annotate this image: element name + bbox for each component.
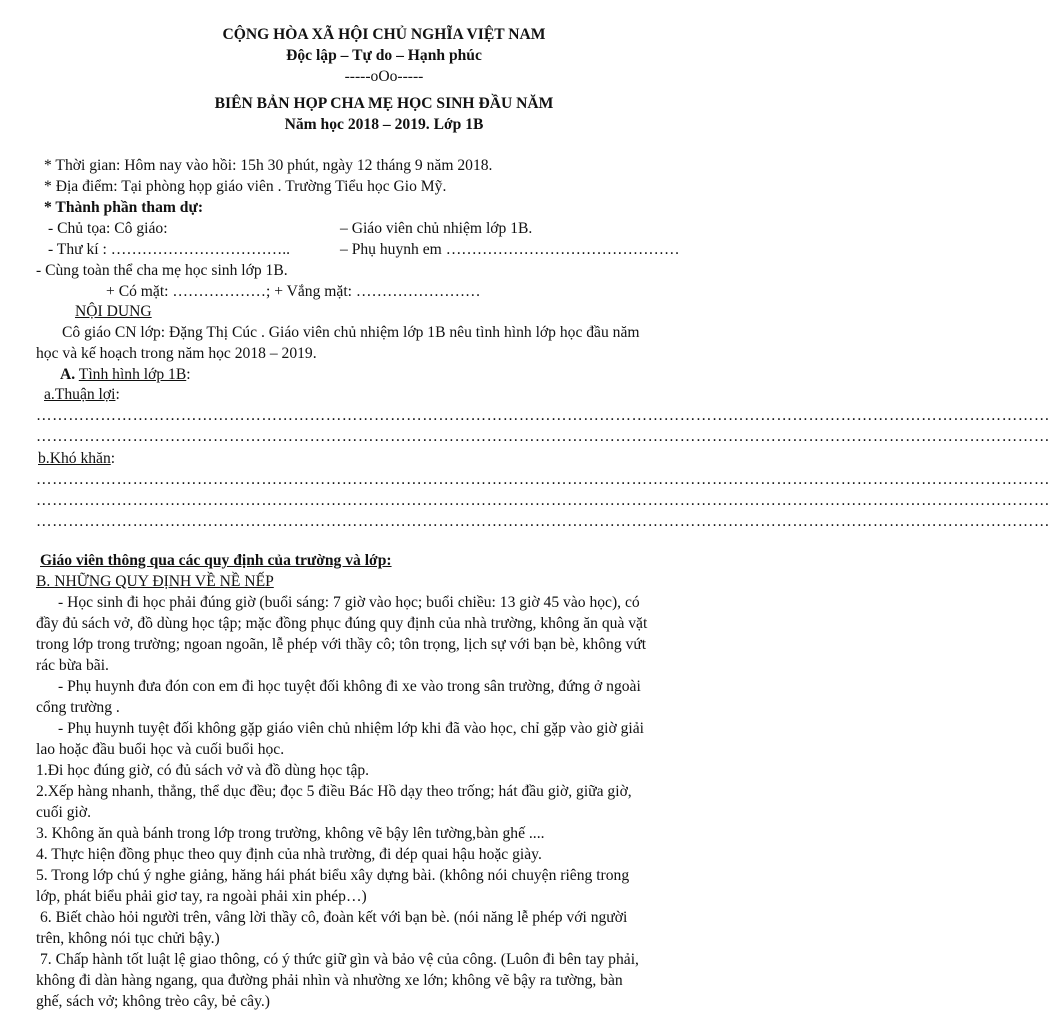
advantages-heading [44,384,120,405]
section-a-title: Tình hình lớp 1B [78,366,187,383]
chair-label: - Chủ tọa: Cô giáo: [48,220,168,237]
difficulties-colon: : [110,450,116,467]
rule-line: trên, không nói tục chửi bậy.) [36,930,220,947]
secretary-label: - Thư kí : …………………………….. [48,241,291,258]
national-title: CỘNG HÒA XÃ HỘI CHỦ NGHĨA VIỆT NAM [222,26,546,43]
national-motto: Độc lập – Tự do – Hạnh phúc [286,47,482,64]
meeting-time: * Thời gian: Hôm nay vào hồi: 15h 30 phút, ngày 12 tháng 9 năm 2018. [44,157,493,174]
rule-line: - Học sinh đi học phải đúng giờ (buổi sáng: 7 giờ vào học; buổi chiều: 13 giờ 45 vào học), có [58,594,640,611]
intro-line-1: Cô giáo CN lớp: Đặng Thị Cúc . Giáo viên chủ nhiệm lớp 1B nêu tình hình lớp học đầu năm [62,324,640,341]
rule-line: không đi dàn hàng ngang, qua đường phải nhìn và nhường xe lớn; không vẽ bậy ra tường, bàn [36,972,623,989]
rule-line: 7. Chấp hành tốt luật lệ giao thông, có ý thức giữ gìn và bảo vệ của công. (Luôn đi bên tay phải, [40,951,639,968]
difficulties-dotline-2: ……………………………………………………………………………………………………………………………………………………………………… [36,492,1050,509]
header-divider: -----oOo----- [344,68,424,85]
section-a-heading [60,364,191,385]
advantages-colon: : [115,386,120,403]
rules-intro: Giáo viên thông qua các quy định của trường và lớp: [40,552,392,569]
rule-line: ghế, sách vở; không trèo cây, bẻ cây.) [36,993,270,1010]
rule-line: 1.Đi học đúng giờ, có đủ sách vở và đồ dùng học tập. [36,762,370,779]
difficulties-dotline-3: ……………………………………………………………………………………………………………………………………………………………………… [36,513,1050,530]
members-label: * Thành phần tham dự: [44,199,204,216]
rule-line: lớp, phát biểu phải giơ tay, ra ngoài phải xin phép…) [36,888,367,905]
section-a-number: A. [60,366,76,383]
chair-role: – Giáo viên chủ nhiệm lớp 1B. [340,220,533,237]
rule-line: rác bừa bãi. [36,657,109,674]
advantages-dotline-1: ……………………………………………………………………………………………………………………………………………………………………… [36,407,1050,424]
document-title: BIÊN BẢN HỌP CHA MẸ HỌC SINH ĐẦU NĂM [214,95,554,112]
rule-line: cổng trường . [36,699,120,716]
rule-line: 5. Trong lớp chú ý nghe giảng, hăng hái phát biểu xây dựng bài. (không nói chuyện riêng trong [36,867,630,884]
rule-line: trong lớp trong trường; ngoan ngoãn, lễ phép với thầy cô; tôn trọng, lịch sự với bạn bè, không vứt [36,636,647,653]
intro-line-2: học và kế hoạch trong năm học 2018 – 2019. [36,345,317,362]
difficulties-dotline-1: ……………………………………………………………………………………………………………………………………………………………………… [36,471,1050,488]
attendance-line: + Có mặt: ………………; + Vắng mặt: …………………… [106,283,481,300]
rule-line: - Phụ huynh tuyệt đối không gặp giáo viên chủ nhiệm lớp khi đã vào học, chỉ gặp vào giờ giải [58,720,644,737]
all-parents: - Cùng toàn thể cha mẹ học sinh lớp 1B. [36,262,288,279]
advantages-dotline-2: ……………………………………………………………………………………………………………………………………………………………………… [36,428,1050,445]
rule-line: 4. Thực hiện đồng phục theo quy định của nhà trường, đi dép quai hậu hoặc giày. [36,846,542,863]
content-heading: NỘI DUNG [75,303,152,320]
rule-line: lao hoặc đầu buổi học và cuối buổi học. [36,741,285,758]
meeting-place: * Địa điểm: Tại phòng họp giáo viên . Trường Tiểu học Gio Mỹ. [44,178,447,195]
advantages-label: a.Thuận lợi [44,386,116,403]
section-a-colon: : [186,366,191,383]
difficulties-label: b.Khó khăn [38,450,111,467]
rule-line: - Phụ huynh đưa đón con em đi học tuyệt đối không đi xe vào trong sân trường, đứng ở ngoài [58,678,641,695]
rule-line: 6. Biết chào hỏi người trên, vâng lời thầy cô, đoàn kết với bạn bè. (nói năng lễ phép với người [40,909,628,926]
rule-line: đầy đủ sách vở, đồ dùng học tập; mặc đồng phục đúng quy định của nhà trường, không ăn quà vặt [36,615,648,632]
rule-line: cuối giờ. [36,804,92,821]
secretary-role: – Phụ huynh em ……………………………………… [340,241,680,258]
section-b-heading: B. NHỮNG QUY ĐỊNH VỀ NỀ NẾP [36,573,274,590]
document-subtitle: Năm học 2018 – 2019. Lớp 1B [284,116,484,133]
rule-line: 3. Không ăn quà bánh trong lớp trong trường, không vẽ bậy lên tường,bàn ghế .... [36,825,545,842]
rule-line: 2.Xếp hàng nhanh, thẳng, thể dục đều; đọc 5 điều Bác Hồ dạy theo trống; hát đầu giờ, giữa giờ, [36,783,632,800]
difficulties-heading [38,448,115,469]
